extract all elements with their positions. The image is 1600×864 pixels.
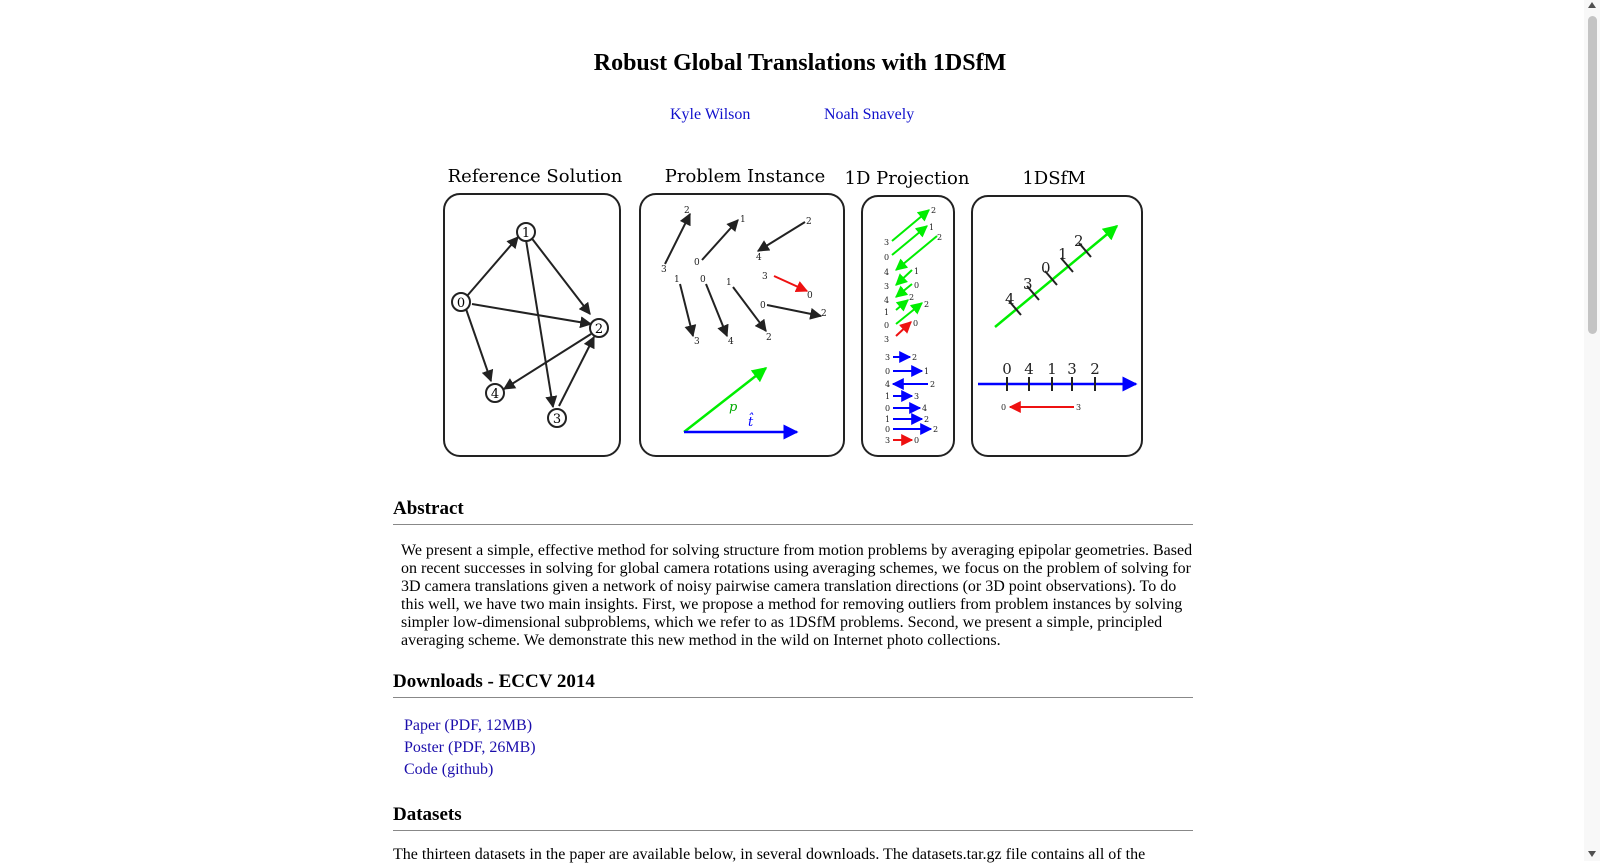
panel-title-problem: Problem Instance xyxy=(664,166,826,187)
svg-text:2: 2 xyxy=(933,425,939,434)
sfm-diag-label: 3 xyxy=(1023,275,1033,293)
svg-text:4: 4 xyxy=(884,268,890,277)
svg-text:0: 0 xyxy=(885,367,891,376)
sfm-outlier-label: 0 xyxy=(1001,403,1007,412)
svg-text:1: 1 xyxy=(924,367,930,376)
svg-text:1: 1 xyxy=(740,215,746,225)
projection-red-arrow-top xyxy=(896,322,911,336)
section-heading-downloads: Downloads - ECCV 2014 xyxy=(393,671,595,692)
svg-text:2: 2 xyxy=(912,353,918,362)
panel-title-1dsfm: 1DSfM xyxy=(1022,168,1086,189)
svg-text:0: 0 xyxy=(885,425,891,434)
svg-text:2: 2 xyxy=(924,300,930,309)
teaser-figure xyxy=(440,164,1150,464)
svg-text:0: 0 xyxy=(760,301,766,311)
svg-text:1: 1 xyxy=(885,392,891,401)
svg-text:4: 4 xyxy=(884,296,890,305)
svg-text:2: 2 xyxy=(594,322,604,337)
vertical-scrollbar[interactable] xyxy=(1584,0,1600,861)
page-title: Robust Global Translations with 1DSfM xyxy=(593,50,1007,76)
sfm-axis-label: 3 xyxy=(1067,360,1077,378)
scroll-down-arrow-icon[interactable] xyxy=(1588,851,1596,857)
panel-frame xyxy=(640,194,844,456)
svg-text:4: 4 xyxy=(490,387,500,402)
svg-text:4: 4 xyxy=(756,253,762,263)
code-github-link[interactable]: Code (github) xyxy=(404,761,494,778)
svg-text:1: 1 xyxy=(885,415,891,424)
svg-text:3: 3 xyxy=(884,238,890,247)
sfm-diag-label: 2 xyxy=(1074,232,1084,250)
svg-text:4: 4 xyxy=(922,404,928,413)
svg-text:1: 1 xyxy=(674,275,680,285)
svg-text:2: 2 xyxy=(931,206,937,215)
svg-text:0: 0 xyxy=(914,436,920,445)
svg-text:0: 0 xyxy=(913,319,919,328)
author-link-noah-snavely[interactable]: Noah Snavely xyxy=(824,106,915,123)
abstract-text: We present a simple, effective method for solving structure from motion problems by averaging epipolar geometries. Based on recent successes in solving for global camera rotations using averaging schemes, we focus on the problem of solving for 3D camera translations given a network of noisy pairwise camera translation directions (or 3D point observations). To do this well, we have two main insights. First, we propose a method for removing outliers from problem instances by solving simpler low-dimensional subproblems, which we refer to as 1DSfM problems. Second, we present a simple, principled averaging scheme. We demonstrate this new method in the wild on Internet photo collections. xyxy=(401,542,1193,649)
svg-text:0: 0 xyxy=(884,253,890,262)
sfm-axis-label: 0 xyxy=(1002,360,1012,378)
svg-text:3: 3 xyxy=(762,272,768,282)
panel-reference-solution xyxy=(444,166,623,456)
poster-pdf-link[interactable]: Poster (PDF, 26MB) xyxy=(404,739,536,756)
svg-text:3: 3 xyxy=(885,353,891,362)
author-link-kyle-wilson[interactable]: Kyle Wilson xyxy=(670,106,751,123)
problem-label-p: p xyxy=(729,400,738,415)
svg-text:3: 3 xyxy=(661,265,667,275)
sfm-diag-label: 1 xyxy=(1058,245,1068,263)
section-heading-datasets: Datasets xyxy=(393,804,462,825)
problem-edges xyxy=(665,214,821,336)
reference-node-1 xyxy=(517,223,535,241)
section-divider xyxy=(393,830,1193,831)
sfm-axis-label: 4 xyxy=(1024,360,1034,378)
downloads-list xyxy=(404,715,536,781)
sfm-diag-label: 4 xyxy=(1005,290,1015,308)
svg-text:0: 0 xyxy=(914,281,920,290)
svg-text:0: 0 xyxy=(694,258,700,268)
projection-bottom-labels xyxy=(885,353,938,445)
problem-outlier-edge xyxy=(774,276,807,291)
svg-text:0: 0 xyxy=(807,291,813,301)
svg-text:1: 1 xyxy=(521,226,531,241)
svg-text:2: 2 xyxy=(806,217,812,227)
sfm-diagonal-axis xyxy=(995,226,1117,327)
svg-text:2: 2 xyxy=(924,415,930,424)
reference-edges xyxy=(466,236,594,407)
svg-text:3: 3 xyxy=(694,337,700,347)
reference-node-4 xyxy=(486,384,504,402)
svg-text:4: 4 xyxy=(728,337,734,347)
svg-text:2: 2 xyxy=(937,233,943,242)
reference-node-3 xyxy=(548,409,566,427)
sfm-diag-label: 0 xyxy=(1041,259,1051,277)
list-item xyxy=(404,737,536,759)
problem-projection-vector-p xyxy=(684,368,766,432)
scrollbar-thumb[interactable] xyxy=(1588,16,1597,334)
svg-text:1: 1 xyxy=(726,278,732,288)
section-divider xyxy=(393,697,1193,698)
svg-text:3: 3 xyxy=(885,436,891,445)
section-divider xyxy=(393,524,1193,525)
sfm-outlier-label: 3 xyxy=(1076,403,1082,412)
svg-text:2: 2 xyxy=(909,293,915,302)
panel-problem-instance xyxy=(640,166,844,456)
paper-pdf-link[interactable]: Paper (PDF, 12MB) xyxy=(404,717,533,734)
panel-1d-projection xyxy=(845,168,970,456)
problem-label-t: t̂ xyxy=(748,415,754,430)
problem-node-labels xyxy=(661,206,827,347)
datasets-text: The thirteen datasets in the paper are available below, in several downloads. The datasets.tar.gz file contains all of the xyxy=(393,846,1146,863)
sfm-axis-label: 1 xyxy=(1047,360,1057,378)
svg-text:0: 0 xyxy=(885,404,891,413)
sfm-axis-label: 2 xyxy=(1090,360,1100,378)
svg-text:3: 3 xyxy=(884,282,890,291)
reference-node-2 xyxy=(590,319,608,337)
svg-text:2: 2 xyxy=(821,309,827,319)
svg-text:4: 4 xyxy=(885,380,891,389)
list-item xyxy=(404,759,536,781)
scroll-up-arrow-icon[interactable] xyxy=(1588,2,1596,8)
svg-text:2: 2 xyxy=(930,380,936,389)
projection-top-labels xyxy=(884,206,942,344)
svg-text:2: 2 xyxy=(684,206,690,216)
svg-text:3: 3 xyxy=(552,412,562,427)
panel-title-reference: Reference Solution xyxy=(447,166,623,187)
svg-text:3: 3 xyxy=(884,335,890,344)
svg-text:0: 0 xyxy=(456,296,466,311)
reference-node-0 xyxy=(452,293,470,311)
section-heading-abstract: Abstract xyxy=(393,498,464,519)
list-item xyxy=(404,715,536,737)
panel-1dsfm xyxy=(972,168,1142,456)
svg-text:3: 3 xyxy=(914,392,920,401)
svg-text:1: 1 xyxy=(929,223,935,232)
sfm-horizontal-labels xyxy=(1002,360,1100,378)
svg-text:0: 0 xyxy=(884,321,890,330)
svg-text:0: 0 xyxy=(700,275,706,285)
svg-text:1: 1 xyxy=(884,308,890,317)
svg-text:1: 1 xyxy=(914,267,920,276)
panel-title-projection: 1D Projection xyxy=(844,168,970,189)
svg-text:2: 2 xyxy=(766,333,772,343)
